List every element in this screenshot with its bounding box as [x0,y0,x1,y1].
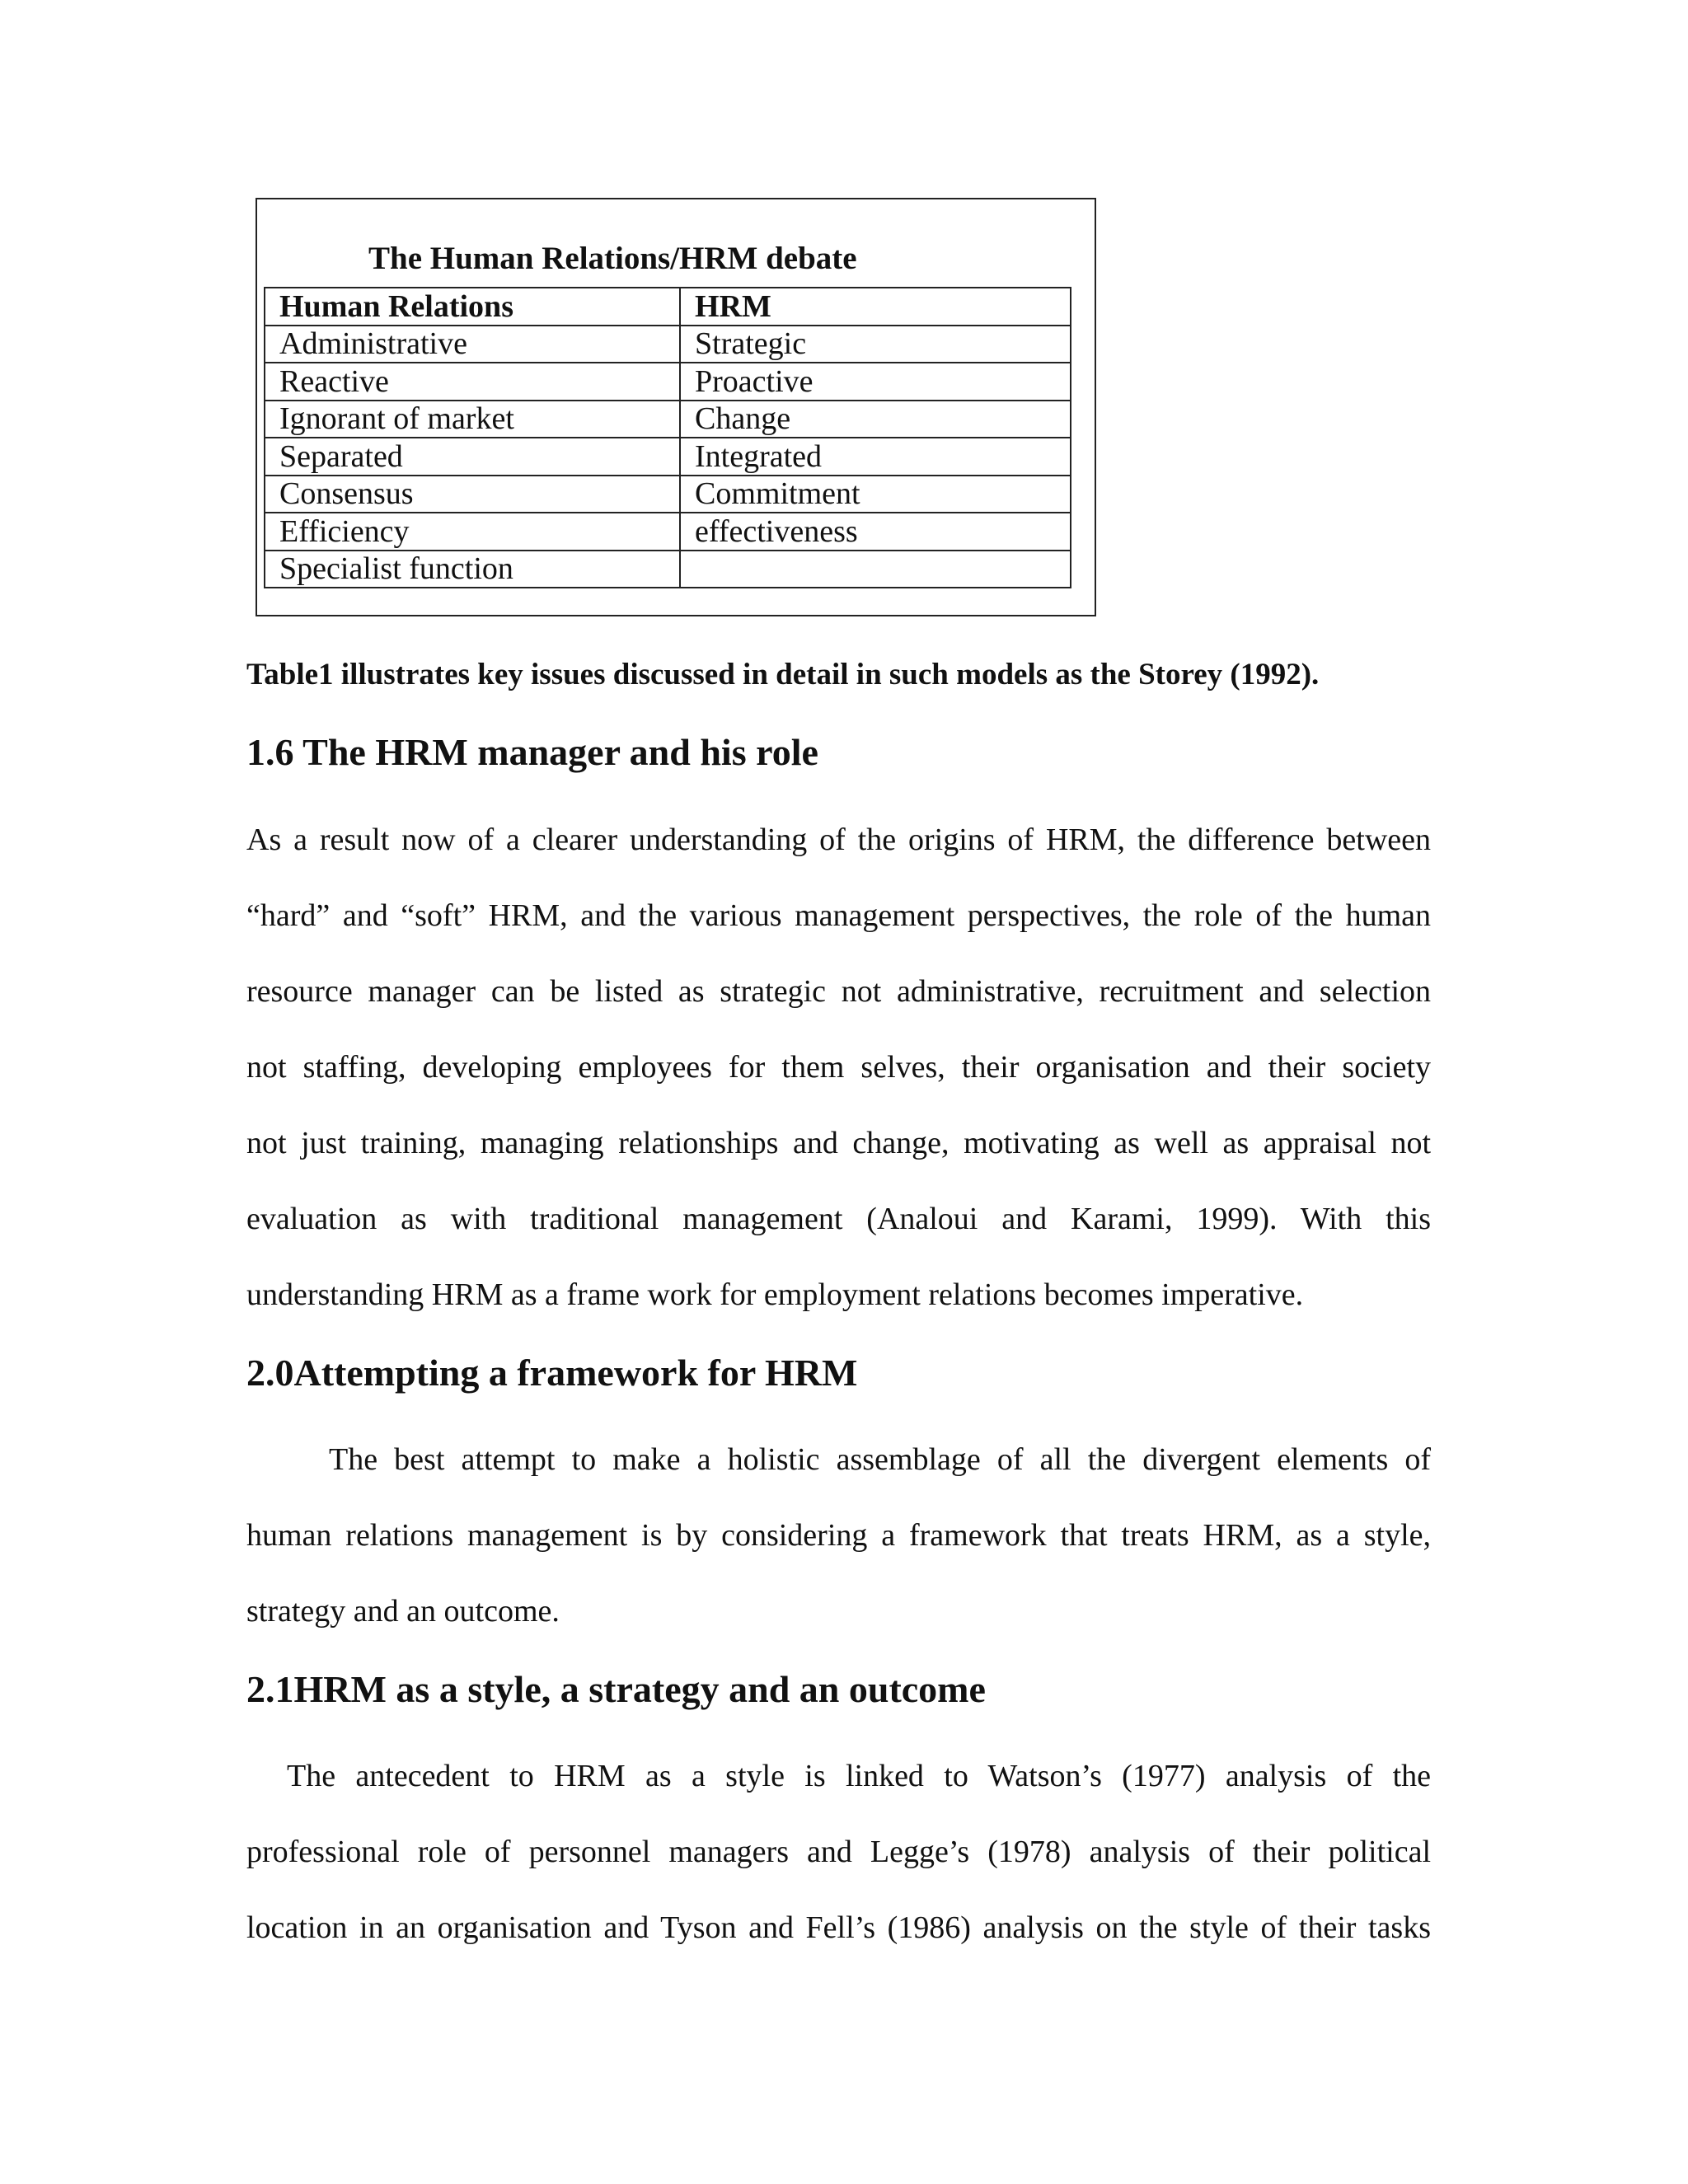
table-cell: Administrative [265,326,680,363]
table-row [265,476,1071,513]
debate-table [264,287,1071,588]
paragraph-line: professional role of personnel managers and Legge’s (1978) analysis of their political [246,1835,1431,1869]
table-row [265,438,1071,476]
table-cell: Separated [265,438,680,476]
paragraph-line: “hard” and “soft” HRM, and the various management perspectives, the role of the human [246,898,1431,933]
paragraph-line: understanding HRM as a frame work for employment relations becomes imperative. [246,1277,1304,1312]
paragraph-line: not just training, managing relationships and change, motivating as well as appraisal not [246,1126,1431,1160]
paragraph-line: location in an organisation and Tyson and Fell’s (1986) analysis on the style of their tasks [246,1910,1431,1945]
table-cell: Proactive [680,363,1071,401]
table-row [265,326,1071,363]
paragraph-line: resource manager can be listed as strategic not administrative, recruitment and selection [246,974,1431,1009]
table-cell: Integrated [680,438,1071,476]
table-cell: Change [680,401,1071,438]
paragraph-line: The best attempt to make a holistic assemblage of all the divergent elements of [329,1442,1431,1477]
table-row [265,401,1071,438]
paragraph-line: human relations management is by considering a framework that treats HRM, as a style, [246,1518,1431,1553]
table-row [265,551,1071,588]
section-heading-1-6: 1.6 The HRM manager and his role [246,731,818,773]
table-cell: Specialist function [265,551,680,588]
table-header-human-relations: Human Relations [265,288,680,326]
table-header-row [265,288,1071,326]
table-cell: effectiveness [680,513,1071,551]
section-heading-2-1: 2.1HRM as a style, a strategy and an outcome [246,1668,986,1710]
table-cell: Consensus [265,476,680,513]
table-row [265,513,1071,551]
table-caption: Table1 illustrates key issues discussed in detail in such models as the Storey (1992). [246,658,1320,691]
table-cell: Strategic [680,326,1071,363]
table-row [265,363,1071,401]
table-cell: Efficiency [265,513,680,551]
paragraph-line: As a result now of a clearer understanding of the origins of HRM, the difference between [246,823,1431,857]
paragraph-line: The antecedent to HRM as a style is linked to Watson’s (1977) analysis of the [287,1759,1431,1793]
table-title: The Human Relations/HRM debate [368,241,857,276]
table-header-hrm: HRM [680,288,1071,326]
paragraph-line: not staffing, developing employees for them selves, their organisation and their society [246,1050,1431,1085]
table-cell: Commitment [680,476,1071,513]
section-heading-2-0: 2.0Attempting a framework for HRM [246,1352,858,1394]
table-cell: Ignorant of market [265,401,680,438]
paragraph-line: strategy and an outcome. [246,1594,560,1629]
table-cell: Reactive [265,363,680,401]
paragraph-line: evaluation as with traditional management (Analoui and Karami, 1999). With this [246,1202,1431,1236]
table-cell [680,551,1071,588]
debate-table-box [256,198,1096,616]
